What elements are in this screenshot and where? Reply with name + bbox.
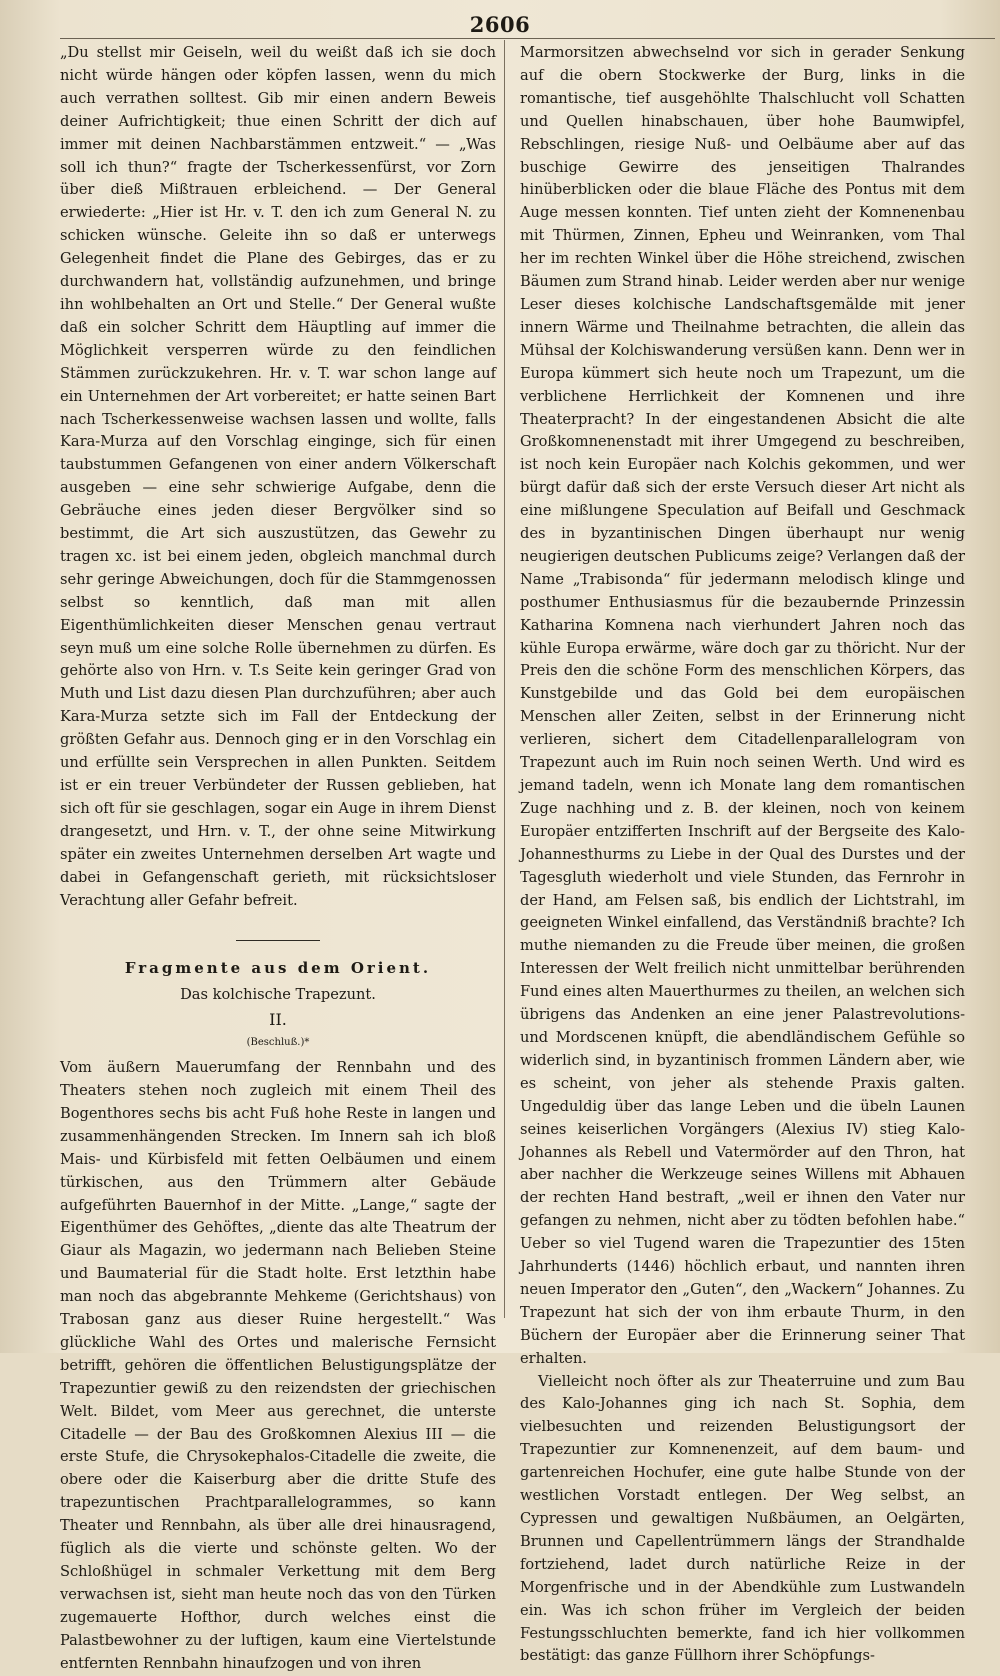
left-paragraph: Vom äußern Mauerumfang der Rennbahn und des Theaters stehen noch zugleich mit einem Theil des Bogenthores sechs bis acht Fuß hohe Reste in langen und zusammenhängenden Strecken. Im Innern sah ich bloß Mais- und Kürbisfeld mit fetten Oelbäumen und einem türkischen, aus den Trümmern alter Gebäude aufgeführten Bauernhof in der Mitte. „Lange,“ sagte der Eigenthümer des Gehöftes, „diente das alte Theatrum der Giaur als Magazin, wo jedermann nach Belieben Steine und Baumaterial für die Stadt holte. Erst letzthin habe man noch das abgebrannte Mehkeme (Gerichtshaus) von Trabosan ganz aus dieser Ruine hergestellt.“ Was glückliche Wahl des Ortes und malerische Fernsicht betrifft, gehören die öffentlichen Belustigungsplätze der Trapezuntier gewiß zu den reizendsten der griechischen Welt. Bildet, vom Meer aus gerechnet, die unterste Citadelle — der Bau des Großkomnen Alexius III — die erste Stufe, die Chrysokephalos-Citadelle die zweite, die obere oder die Kaiserburg aber die dritte Stufe des trapezuntischen Prachtparallelogrammes, so kann Theater und Rennbahn, als über alle drei hinausragend, füglich als die vierte und schönste gelten. Wo der Schloßhügel in schmaler Verkettung mit dem Berg verwachsen ist, sieht man heute noch das von den Türken zugemauerte Hofthor, durch welches einst die Palastbewohner zu der luftigen, kaum eine Viertelstunde entfernten Rennbahn hinaufzogen und von ihren — [60, 1059, 496, 1672]
left-column — [60, 42, 496, 1676]
section-divider-rule — [236, 940, 320, 941]
section-note: (Beschluß.)* — [246, 1037, 310, 1049]
right-paragraph: Vielleicht noch öfter als zur Theaterruine und zum Bau des Kalo-Johannes ging ich nach St. Sophia, dem vielbesuchten und reizenden Belustigungsort der Trapezuntier zur Komnenenzeit, auf dem baum- und gartenreichen Hochufer, eine gute halbe Stunde von der westlichen Vorstadt entlegen. Der Weg selbst, an Cypressen und gewaltigen Nußbäumen, an Oelgärten, Brunnen und Capellentrümmern längs der Strandhalde fortziehend, ladet durch natürliche Reize in der Morgenfrische und in der Abendkühle zum Lustwandeln ein. Was ich schon früher im Vergleich der beiden Festungsschluchten bemerkte, fand ich hier vollkommen bestätigt: das ganze Füllhorn ihrer Schöpfungs- — [520, 1372, 965, 1665]
column-divider — [504, 40, 505, 1318]
section-title: Fragmente aus dem Orient. — [124, 959, 432, 978]
section-part-number: II. — [269, 1010, 287, 1030]
page-number: 2606 — [469, 12, 531, 37]
header-rule — [60, 38, 995, 39]
right-paragraph: Marmorsitzen abwechselnd vor sich in gerader Senkung auf die obern Stockwerke der Burg, links in die romantische, tief ausgehöhlte Thalschlucht voll Schatten und Quellen hinabschauen, über hohe Baumwipfel, Rebschlingen, riesige Nuß- und Oelbäume aber auf das buschige Gewirre des jenseitigen Thalrandes hinüberblicken oder die blaue Fläche des Pontus mit dem Auge messen konnten. Tief unten zieht der Komnenenbau mit Thürmen, Zinnen, Epheu und Weinranken, vom Thal her im rechten Winkel über die Höhe streichend, zwischen Bäumen zum Strand hinab. Leider werden aber nur wenige Leser dieses kolchische Landschaftsgemälde mit jener innern Wärme und Theilnahme betrachten, die allein das Mühsal der Kolchiswanderung versüßen kann. Denn wer in Europa kümmert sich heute noch um Trapezunt, um die verblichene Herrlichkeit der Komnenen und ihre Theaterpracht? In der eingestandenen Absicht die alte Großkomnenenstadt mit ihrer Umgegend zu beschreiben, ist noch kein Europäer nach Kolchis gekommen, und wer bürgt dafür daß sich der erste Versuch dieser Art nicht als eine mißlungene Speculation auf Beifall und Geschmack des in byzantinischen Dingen überhaupt nur wenig neugierigen deutschen Publicums zeige? Verlangen daß der Name „Trabisonda“ für jedermann melodisch klinge und posthumer Enthusiasmus für die bezaubernde Prinzessin Katharina Komnena nach vierhundert Jahren noch das kühle Europa erwärme, wäre doch gar zu thöricht. Nur der Preis den die schöne Form des menschlichen Körpers, das Kunstgebilde und das Gold bei dem europäischen Menschen aller Zeiten, selbst in der Erinnerung nicht verlieren, sichert dem Citadellenparallelogram von Trapezunt auch im Ruin noch seinen Werth. Und wird es jemand tadeln, wenn ich Monate lang dem romantischen Zuge nachhing und z. B. der kleinen, noch von keinem Europäer entzifferten Inschrift auf der Bergseite des Kalo-Johannesthurms zu Liebe in der Qual des Durstes und der Tagesgluth wiederholt und viele Stunden, das Fernrohr in der Hand, am Felsen saß, bis endlich der Lichtstrahl, im geeigneten Winkel einfallend, das Verständniß brachte? Ich muthe niemanden zu die Freude über meinen, die großen Interessen der Welt freilich nicht unmittelbar berührenden Fund eines alten Mauerthurmes zu theilen, an welchen sich übrigens das Andenken an eine jener Palastrevolutions- und Mordscenen knüpft, die abendländischem Gefühle so widerlich sind, in byzantinisch frommen Ländern aber, wie es scheint, von jeher als stehende Praxis galten. Ungeduldig über das lange Leben und die übeln Launen seines keiserlichen Vorgängers (Alexius IV) stieg Kalo-Johannes als Rebell und Vatermörder auf den Thron, hat aber nachher die Werkzeuge seines Willens mit Abhauen der rechten Hand bestraft, „weil er ihnen den Vater nur gefangen zu nehmen, nicht aber zu tödten befohlen habe.“ Ueber so viel Tugend waren die Trapezuntier des 15ten Jahrhunderts (1446) höchlich erbaut, und nannten ihren neuen Imperator den „Guten“, den „Wackern“ Johannes. Zu Trapezunt hat sich der von ihm erbaute Thurm, in den Büchern der Europäer aber die Erinnerung seiner That erhalten. — [520, 44, 965, 1367]
right-column — [520, 42, 965, 1668]
section-subtitle: Das kolchische Trapezunt. — [180, 986, 376, 1004]
left-paragraph: „Du stellst mir Geiseln, weil du weißt daß ich sie doch nicht würde hängen oder köpfen lassen, wenn du mich auch verrathen solltest. Gib mir einen andern Beweis deiner Aufrichtigkeit; thue einen Schritt der dich auf immer mit deinen Nachbarstämmen entzweit.“ — „Was soll ich thun?“ fragte der Tscherkessenfürst, vor Zorn über dieß Mißtrauen erbleichend. — Der General erwiederte: „Hier ist Hr. v. T. den ich zum General N. zu schicken wünsche. Geleite ihn so daß er unterwegs Gelegenheit findet die Plane des Gebirges, das er zu durchwandern hat, vollständig aufzunehmen, und bringe ihn wohlbehalten an Ort und Stelle.“ Der General wußte daß ein solcher Schritt dem Häuptling auf immer die Möglichkeit versperren würde zu den feindlichen Stämmen zurückzukehren. Hr. v. T. war schon lange auf ein Unternehmen der Art vorbereitet; er hatte seinen Bart nach Tscherkessenweise wachsen lassen und wollte, falls Kara-Murza auf den Vorschlag einginge, sich für einen taubstummen Gefangenen von einer andern Völkerschaft ausgeben — eine sehr schwierige Aufgabe, denn die Gebräuche eines jeden dieser Bergvölker sind so bestimmt, die Art sich auszustützen, das Gewehr zu tragen xc. ist bei einem jeden, obgleich manchmal durch sehr geringe Abweichungen, doch für die Stammgenossen selbst so kenntlich, daß man mit allen Eigenthümlichkeiten dieser Menschen genau vertraut seyn muß um eine solche Rolle übernehmen zu dürfen. Es gehörte also von Hrn. v. T.s Seite kein geringer Grad von Muth und List dazu diesen Plan durchzuführen; aber auch Kara-Murza setzte sich im Fall der Entdeckung der größten Gefahr aus. Dennoch ging er in den Vorschlag ein und erfüllte sein Versprechen in allen Punkten. Seitdem ist er ein treuer Verbündeter der Russen geblieben, hat sich oft für sie geschlagen, sogar ein Auge in ihrem Dienst drangesetzt, und Hrn. v. T., der ohne seine Mitwirkung später ein zweites Unternehmen derselben Art wagte und dabei in Gefangenschaft gerieth, mit rücksichtsloser Verachtung aller Gefahr befreit. — [60, 44, 496, 909]
